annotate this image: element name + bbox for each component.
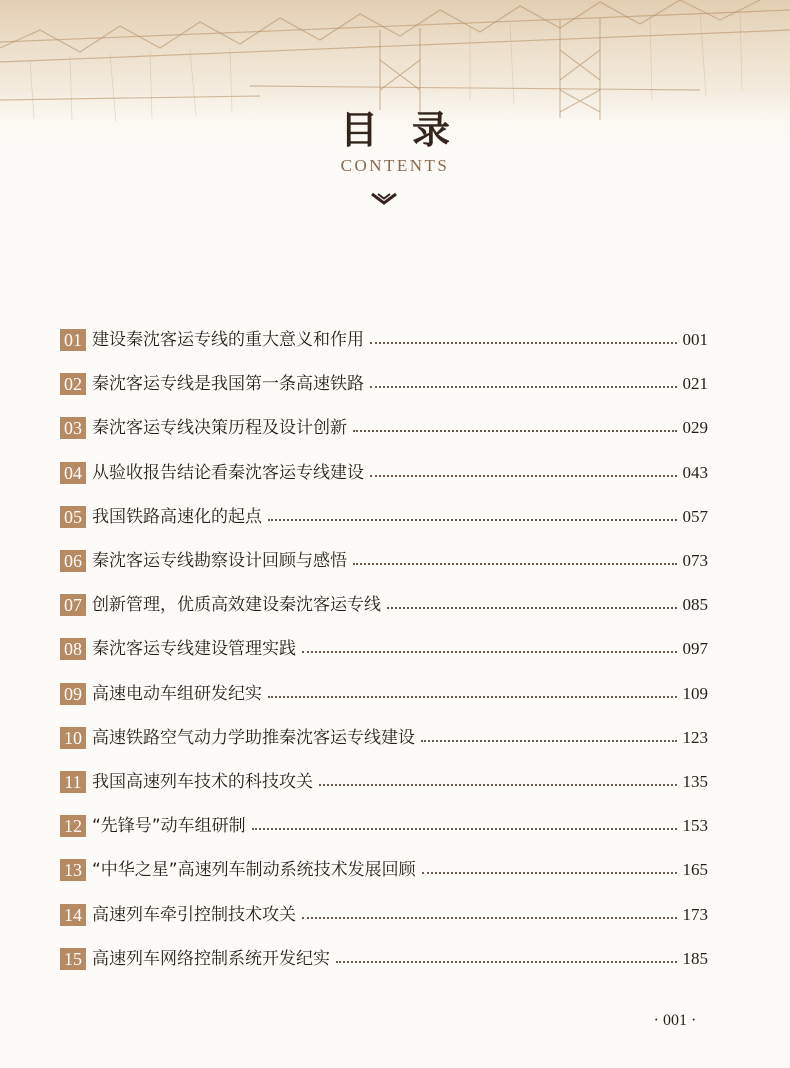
page-title: 目录	[339, 107, 484, 152]
page-number: 097	[682, 639, 708, 659]
chapter-title: 创新管理，优质高效建设秦沈客运专线	[92, 595, 381, 616]
page-number: 043	[682, 462, 708, 482]
dot-leader	[302, 917, 677, 919]
page-number: 029	[682, 418, 708, 438]
page-folio: · 001 ·	[653, 1012, 697, 1029]
chapter-title: 高速铁路空气动力学助推秦沈客运专线建设	[92, 727, 415, 748]
toc-entry[interactable]	[60, 760, 708, 804]
toc-entry[interactable]	[60, 937, 708, 981]
chapter-title: “中华之星”高速列车制动系统技术发展回顾	[92, 860, 416, 881]
page-number: 153	[682, 816, 708, 836]
dot-leader	[370, 342, 677, 344]
chapter-title: 从验收报告结论看秦沈客运专线建设	[92, 462, 364, 483]
chapter-title: 秦沈客运专线勘察设计回顾与感悟	[92, 551, 347, 572]
chapter-number: 08	[60, 638, 86, 660]
toc-entry[interactable]	[60, 539, 708, 583]
chapter-number: 11	[60, 771, 86, 793]
chapter-title: 我国铁路高速化的起点	[92, 506, 262, 527]
dot-leader	[370, 475, 677, 477]
chapter-number: 09	[60, 683, 86, 705]
dot-leader	[353, 563, 677, 565]
toc-entry[interactable]	[60, 672, 708, 716]
page-number: 073	[682, 551, 708, 571]
chapter-number: 10	[60, 727, 86, 749]
chapter-number: 01	[60, 329, 86, 351]
chapter-number: 02	[60, 373, 86, 395]
chapter-number: 03	[60, 417, 86, 439]
page-subtitle: CONTENTS	[340, 156, 450, 175]
dot-leader	[268, 696, 677, 698]
page-number: 109	[682, 683, 708, 703]
chapter-number: 06	[60, 550, 86, 572]
dot-leader	[353, 430, 677, 432]
toc-entry[interactable]	[60, 627, 708, 671]
dot-leader	[387, 607, 677, 609]
chapter-number: 04	[60, 462, 86, 484]
dot-leader	[422, 872, 677, 874]
dot-leader	[319, 784, 677, 786]
dot-leader	[268, 519, 677, 521]
toc-entry[interactable]	[60, 451, 708, 495]
chapter-title: 秦沈客运专线决策历程及设计创新	[92, 418, 347, 439]
contents-heading	[0, 108, 790, 176]
toc-entry[interactable]	[60, 804, 708, 848]
dot-leader	[370, 386, 677, 388]
chapter-number: 14	[60, 904, 86, 926]
toc-entry[interactable]	[60, 716, 708, 760]
chapter-title: 秦沈客运专线建设管理实践	[92, 639, 296, 660]
chapter-title: 高速列车网络控制系统开发纪实	[92, 948, 330, 969]
page-number: 085	[682, 595, 708, 615]
toc-entry[interactable]	[60, 406, 708, 450]
page-number: 135	[682, 771, 708, 791]
toc-entry[interactable]	[60, 892, 708, 936]
toc-entry[interactable]	[60, 495, 708, 539]
dot-leader	[252, 828, 677, 830]
chapter-title: 秦沈客运专线是我国第一条高速铁路	[92, 374, 364, 395]
toc-entry[interactable]	[60, 362, 708, 406]
toc-entry[interactable]	[60, 318, 708, 362]
chapter-number: 13	[60, 859, 86, 881]
page-number: 173	[682, 904, 708, 924]
chapter-title: “先锋号”动车组研制	[92, 816, 246, 837]
dot-leader	[302, 651, 677, 653]
chapter-title: 高速电动车组研发纪实	[92, 683, 262, 704]
page-number: 165	[682, 860, 708, 880]
chapter-number: 07	[60, 594, 86, 616]
toc-entry[interactable]	[60, 583, 708, 627]
chapter-title: 建设秦沈客运专线的重大意义和作用	[92, 330, 364, 351]
chapter-title: 高速列车牵引控制技术攻关	[92, 904, 296, 925]
page-number: 057	[682, 506, 708, 526]
toc-entry[interactable]	[60, 848, 708, 892]
table-of-contents	[60, 318, 708, 981]
page-number: 021	[682, 374, 708, 394]
chapter-number: 12	[60, 815, 86, 837]
dot-leader	[421, 740, 677, 742]
chevron-down-icon	[370, 192, 398, 206]
page-number: 123	[682, 727, 708, 747]
chapter-number: 05	[60, 506, 86, 528]
chapter-title: 我国高速列车技术的科技攻关	[92, 771, 313, 792]
page-number: 001	[682, 330, 708, 350]
chapter-number: 15	[60, 948, 86, 970]
dot-leader	[336, 961, 677, 963]
page-number: 185	[682, 948, 708, 968]
